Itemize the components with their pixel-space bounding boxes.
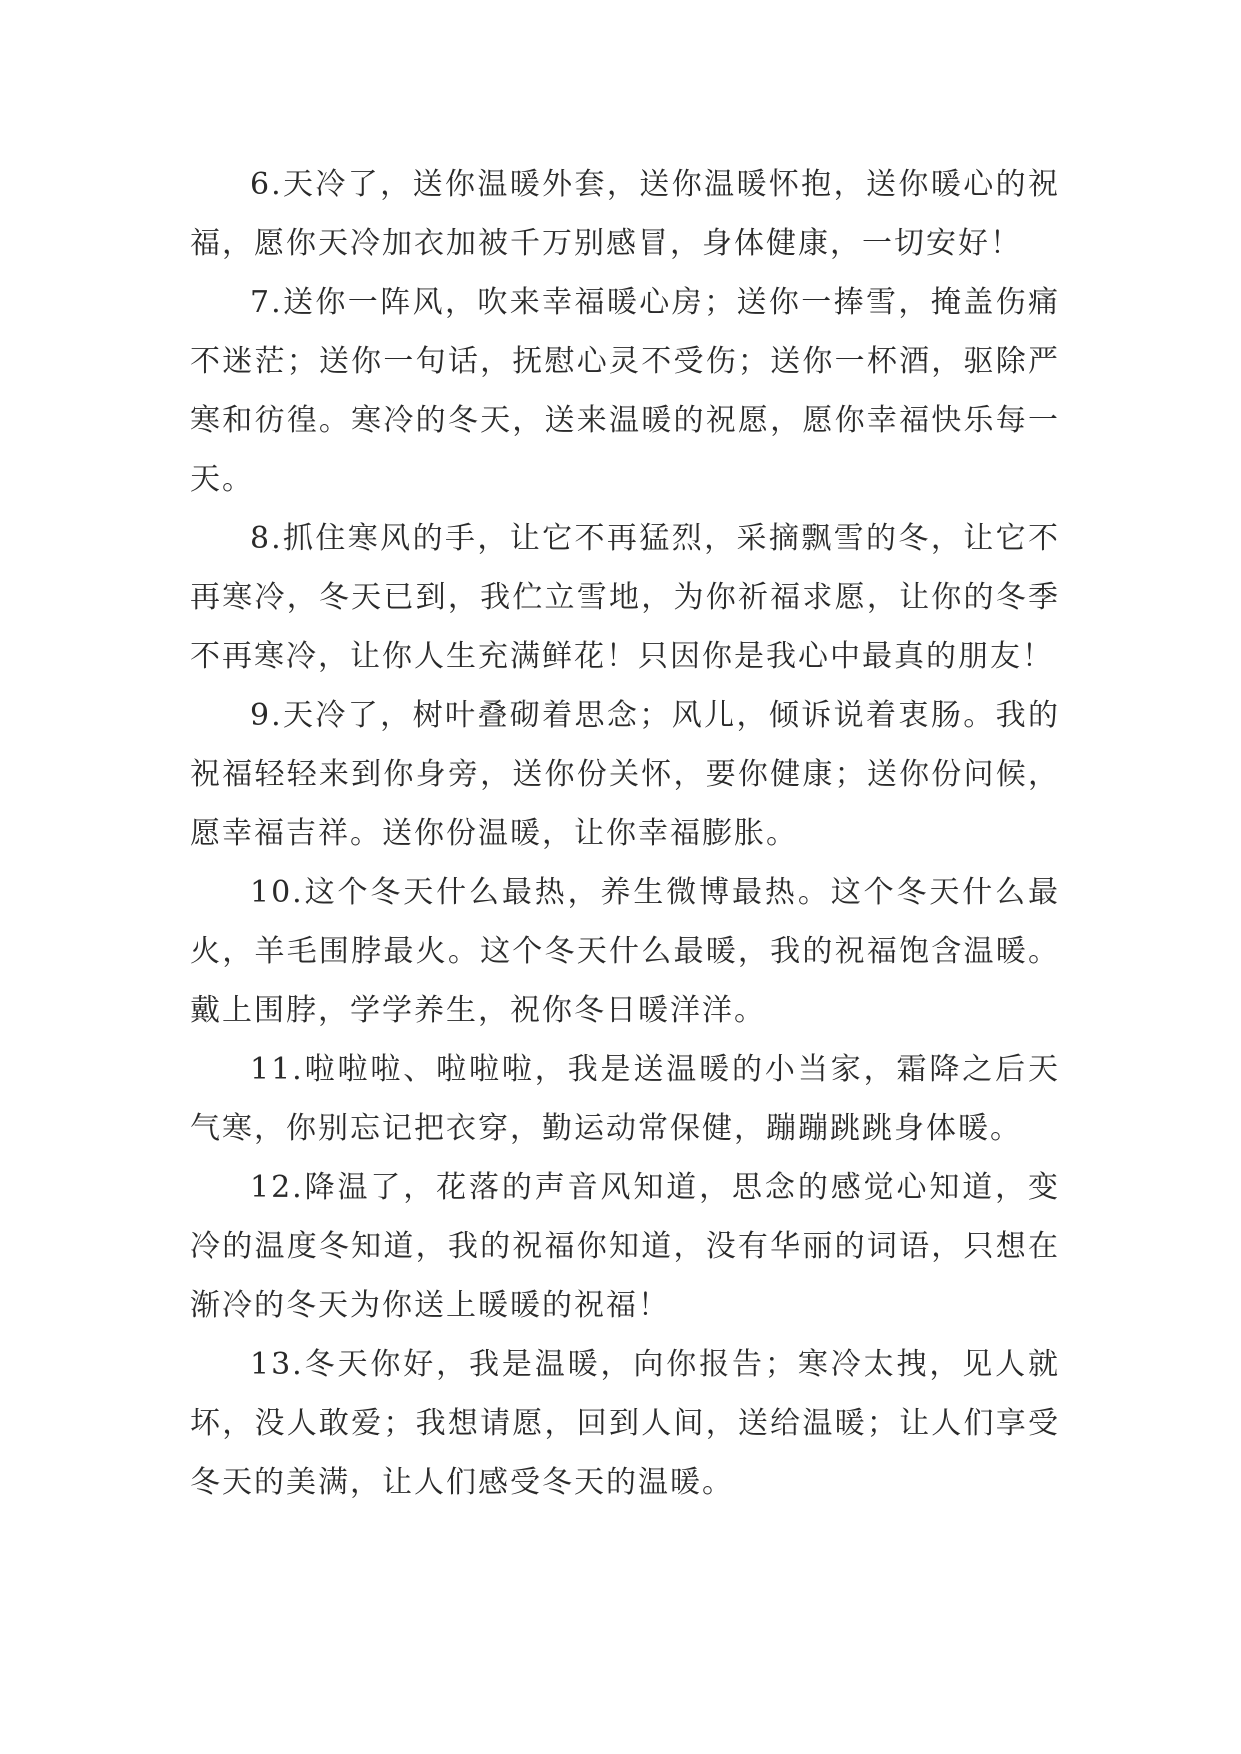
paragraph-8: 8.抓住寒风的手，让它不再猛烈，采摘飘雪的冬，让它不再寒冷，冬天已到，我伫立雪地，为你祈福求愿，让你的冬季不再寒冷，让你人生充满鲜花！只因你是我心中最真的朋友！ <box>190 521 1060 674</box>
paragraph-9: 9.天冷了，树叶叠砌着思念；风儿，倾诉说着衷肠。我的祝福轻轻来到你身旁，送你份关怀，要你健康；送你份问候，愿幸福吉祥。送你份温暖，让你幸福膨胀。 <box>190 698 1060 851</box>
document-body <box>190 155 1060 1512</box>
paragraph-6: 6.天冷了，送你温暖外套，送你温暖怀抱，送你暖心的祝福，愿你天冷加衣加被千万别感冒，身体健康，一切安好！ <box>190 167 1060 261</box>
paragraph-11: 11.啦啦啦、啦啦啦，我是送温暖的小当家，霜降之后天气寒，你别忘记把衣穿，勤运动常保健，蹦蹦跳跳身体暖。 <box>190 1052 1060 1146</box>
paragraph-13: 13.冬天你好，我是温暖，向你报告；寒冷太拽，见人就坏，没人敢爱；我想请愿，回到人间，送给温暖；让人们享受冬天的美满，让人们感受冬天的温暖。 <box>190 1347 1060 1500</box>
paragraph-12: 12.降温了，花落的声音风知道，思念的感觉心知道，变冷的温度冬知道，我的祝福你知道，没有华丽的词语，只想在渐冷的冬天为你送上暖暖的祝福！ <box>190 1170 1060 1323</box>
paragraph-7: 7.送你一阵风，吹来幸福暖心房；送你一捧雪，掩盖伤痛不迷茫；送你一句话，抚慰心灵不受伤；送你一杯酒，驱除严寒和彷徨。寒冷的冬天，送来温暖的祝愿，愿你幸福快乐每一天。 <box>190 285 1060 497</box>
paragraph-10: 10.这个冬天什么最热，养生微博最热。这个冬天什么最火，羊毛围脖最火。这个冬天什么最暖，我的祝福饱含温暖。戴上围脖，学学养生，祝你冬日暖洋洋。 <box>190 875 1060 1028</box>
